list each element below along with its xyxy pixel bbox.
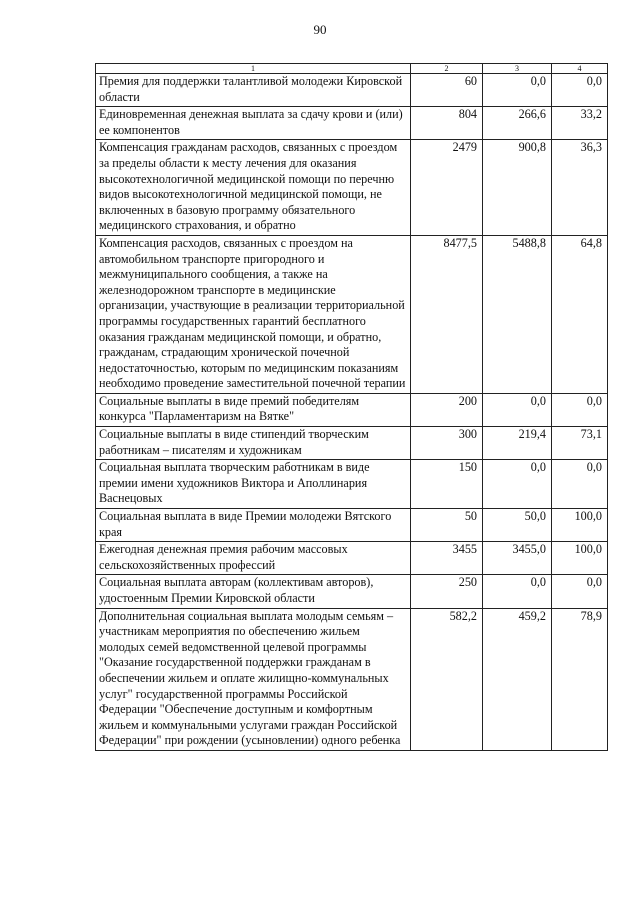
row-col2-cell: 50: [411, 509, 483, 542]
row-col2-cell: 150: [411, 460, 483, 509]
row-col2-cell: 804: [411, 107, 483, 140]
row-col4-cell: 0,0: [552, 460, 608, 509]
table-row: [96, 107, 608, 140]
row-name-cell: Социальные выплаты в виде премий победителям конкурса "Парламентаризм на Вятке": [96, 393, 411, 426]
row-name-cell: Социальные выплаты в виде стипендий творческим работникам – писателям и художникам: [96, 427, 411, 460]
row-name-cell: Премия для поддержки талантливой молодежи Кировской области: [96, 74, 411, 107]
row-col3-cell: 0,0: [483, 74, 552, 107]
row-col3-cell: 266,6: [483, 107, 552, 140]
row-col3-cell: 3455,0: [483, 542, 552, 575]
table-row: [96, 140, 608, 236]
row-col4-cell: 78,9: [552, 608, 608, 750]
row-col4-cell: 33,2: [552, 107, 608, 140]
row-col4-cell: 73,1: [552, 427, 608, 460]
row-name-cell: Социальная выплата творческим работникам в виде премии имени художников Виктора и Аполлинария Васнецовых: [96, 460, 411, 509]
row-col3-cell: 0,0: [483, 575, 552, 608]
row-col3-cell: 5488,8: [483, 235, 552, 393]
row-col4-cell: 0,0: [552, 74, 608, 107]
column-header-4: 4: [552, 64, 608, 74]
table-row: [96, 427, 608, 460]
table-header-row: [96, 64, 608, 74]
table-row: [96, 393, 608, 426]
row-col2-cell: 200: [411, 393, 483, 426]
row-col2-cell: 8477,5: [411, 235, 483, 393]
row-col4-cell: 36,3: [552, 140, 608, 236]
row-col2-cell: 60: [411, 74, 483, 107]
table-row: [96, 74, 608, 107]
row-col4-cell: 100,0: [552, 542, 608, 575]
row-col3-cell: 459,2: [483, 608, 552, 750]
column-header-2: 2: [411, 64, 483, 74]
table-row: [96, 509, 608, 542]
row-col2-cell: 2479: [411, 140, 483, 236]
column-header-3: 3: [483, 64, 552, 74]
row-name-cell: Дополнительная социальная выплата молодым семьям – участникам мероприятия по обеспечению жильем молодых семей ведомственной целевой программы "Оказание государственной поддержки гражданам в обеспечении жильем и оплате жилищно-коммунальных услуг" государственной программы Российской Федерации "Обеспечение доступным и комфортным жильем и коммунальными услугами граждан Российской Федерации" при рождении (усыновлении) одного ребенка: [96, 608, 411, 750]
row-col3-cell: 900,8: [483, 140, 552, 236]
row-name-cell: Единовременная денежная выплата за сдачу крови и (или) ее компонентов: [96, 107, 411, 140]
column-header-1: 1: [96, 64, 411, 74]
table-row: [96, 542, 608, 575]
row-col2-cell: 300: [411, 427, 483, 460]
row-name-cell: Ежегодная денежная премия рабочим массовых сельскохозяйственных профессий: [96, 542, 411, 575]
row-name-cell: Компенсация гражданам расходов, связанных с проездом за пределы области к месту лечения для оказания высокотехнологичной медицинской помощи по перечню видов высокотехнологичной медицинской помощи, не включенных в базовую программу обязательного медицинского страхования, и обратно: [96, 140, 411, 236]
row-col4-cell: 64,8: [552, 235, 608, 393]
row-col2-cell: 250: [411, 575, 483, 608]
row-col3-cell: 219,4: [483, 427, 552, 460]
row-col3-cell: 0,0: [483, 460, 552, 509]
row-name-cell: Компенсация расходов, связанных с проездом на автомобильном транспорте пригородного и межмуниципального сообщения, а также на железнодорожном транспорте в медицинские организации, участвующие в реализации территориальной программы государственных гарантий бесплатного оказания гражданам медицинской помощи, и обратно, гражданам, страдающим хронической почечной недостаточностью, которым по медицинским показаниям необходимо проведение заместительной почечной терапии: [96, 235, 411, 393]
page-number: 90: [313, 22, 327, 37]
budget-table: [95, 63, 608, 751]
row-col2-cell: 582,2: [411, 608, 483, 750]
row-name-cell: Социальная выплата авторам (коллективам авторов), удостоенным Премии Кировской области: [96, 575, 411, 608]
row-col2-cell: 3455: [411, 542, 483, 575]
table-row: [96, 608, 608, 750]
row-name-cell: Социальная выплата в виде Премии молодежи Вятского края: [96, 509, 411, 542]
row-col4-cell: 0,0: [552, 393, 608, 426]
row-col3-cell: 0,0: [483, 393, 552, 426]
row-col4-cell: 0,0: [552, 575, 608, 608]
row-col3-cell: 50,0: [483, 509, 552, 542]
table-row: [96, 235, 608, 393]
table-row: [96, 575, 608, 608]
row-col4-cell: 100,0: [552, 509, 608, 542]
table-row: [96, 460, 608, 509]
